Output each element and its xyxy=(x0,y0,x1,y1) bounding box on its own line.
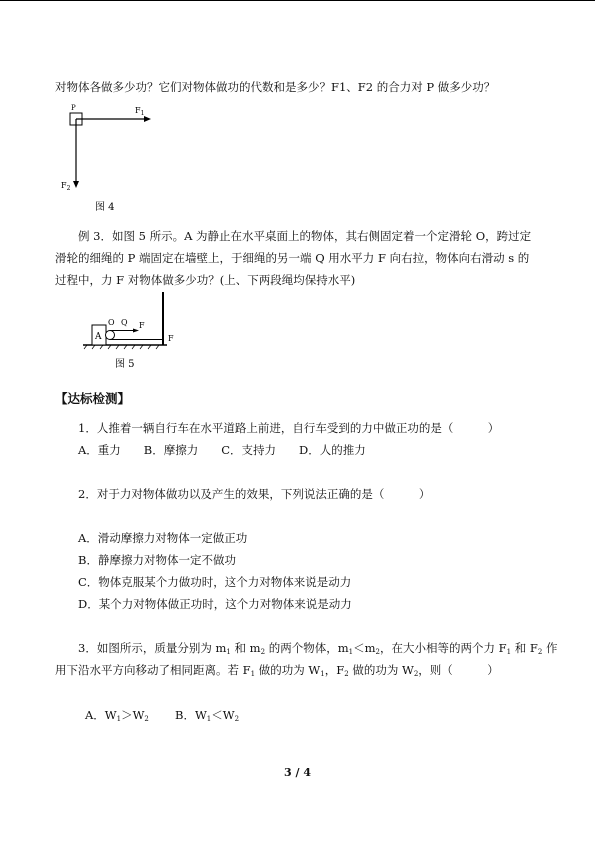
fig4-label-f2: $F_2$ xyxy=(61,181,71,192)
fig5-caption: 图 5 xyxy=(115,359,135,370)
q1-stem: 1．人推着一辆自行车在水平道路上前进，自行车受到的力中做正功的是（ ） xyxy=(78,421,500,435)
fig5-label-q: Q xyxy=(121,318,128,327)
q2-option-b: B．静摩擦力对物体一定不做功 xyxy=(78,553,236,567)
fig4-caption: 图 4 xyxy=(95,202,115,213)
pulley-o xyxy=(106,331,115,340)
fig4-label-f1: $F_1$ xyxy=(135,106,145,117)
q2-option-c: C．物体克服某个力做功时，这个力对物体来说是动力 xyxy=(78,575,352,589)
example3-line3: 过程中，力 F 对物体做多少功？(上、下两段绳均保持水平) xyxy=(55,273,356,287)
example3-line1: 例 3．如图 5 所示。A 为静止在水平桌面上的物体，其右侧固定着一个定滑轮 O，跨过定 xyxy=(78,229,532,243)
q3-stem-line1: 3．如图所示，质量分别为 $m_1$ 和 $m_2$ 的两个物体，$m_1<m_2$，在大小相等的两个力 $F_1$ 和 $F_2$ 作 xyxy=(78,641,558,656)
q1-options: A．重力 B．摩擦力 C．支持力 D．人的推力 xyxy=(78,443,366,457)
arrowhead-f1 xyxy=(144,116,151,122)
figure-5 xyxy=(75,290,185,372)
fig5-label-f-right: F xyxy=(168,334,174,343)
arrowhead-f2 xyxy=(73,181,79,188)
top-rule xyxy=(0,0,595,1)
q2-option-a: A．滑动摩擦力对物体一定做正功 xyxy=(78,531,248,545)
q2-stem: 2．对于力对物体做功以及产生的效果，下列说法正确的是（ ） xyxy=(78,487,431,501)
fig5-label-a: A xyxy=(95,332,102,342)
q3-option-a: A．$W_1>W_2$ xyxy=(85,708,149,723)
q2-option-d: D．某个力对物体做正功时，这个力对物体来说是动力 xyxy=(78,597,352,611)
q3-option-b: B．$W_1<W_2$ xyxy=(175,708,240,723)
fig4-label-p: P xyxy=(71,104,76,112)
page-number: 3 / 4 xyxy=(284,766,311,779)
intro-line: 对物体各做多少功？它们对物体做功的代数和是多少？F1、F2 的合力对 P 做多少功？ xyxy=(55,80,496,94)
section-title: 【达标检测】 xyxy=(55,391,131,406)
figure-4 xyxy=(55,98,165,216)
fig5-label-o: O xyxy=(108,318,115,327)
example3-line2: 滑轮的细绳的 P 端固定在墙壁上，于细绳的另一端 Q 用水平力 F 向右拉，物体向右滑动 s 的 xyxy=(55,251,530,265)
q3-stem-line2: 用下沿水平方向移动了相同距离。若 $F_1$ 做的功为 $W_1$，$F_2$ 做的功为 $W_2$，则（ ） xyxy=(55,663,499,678)
fig5-label-f: F xyxy=(139,321,145,330)
